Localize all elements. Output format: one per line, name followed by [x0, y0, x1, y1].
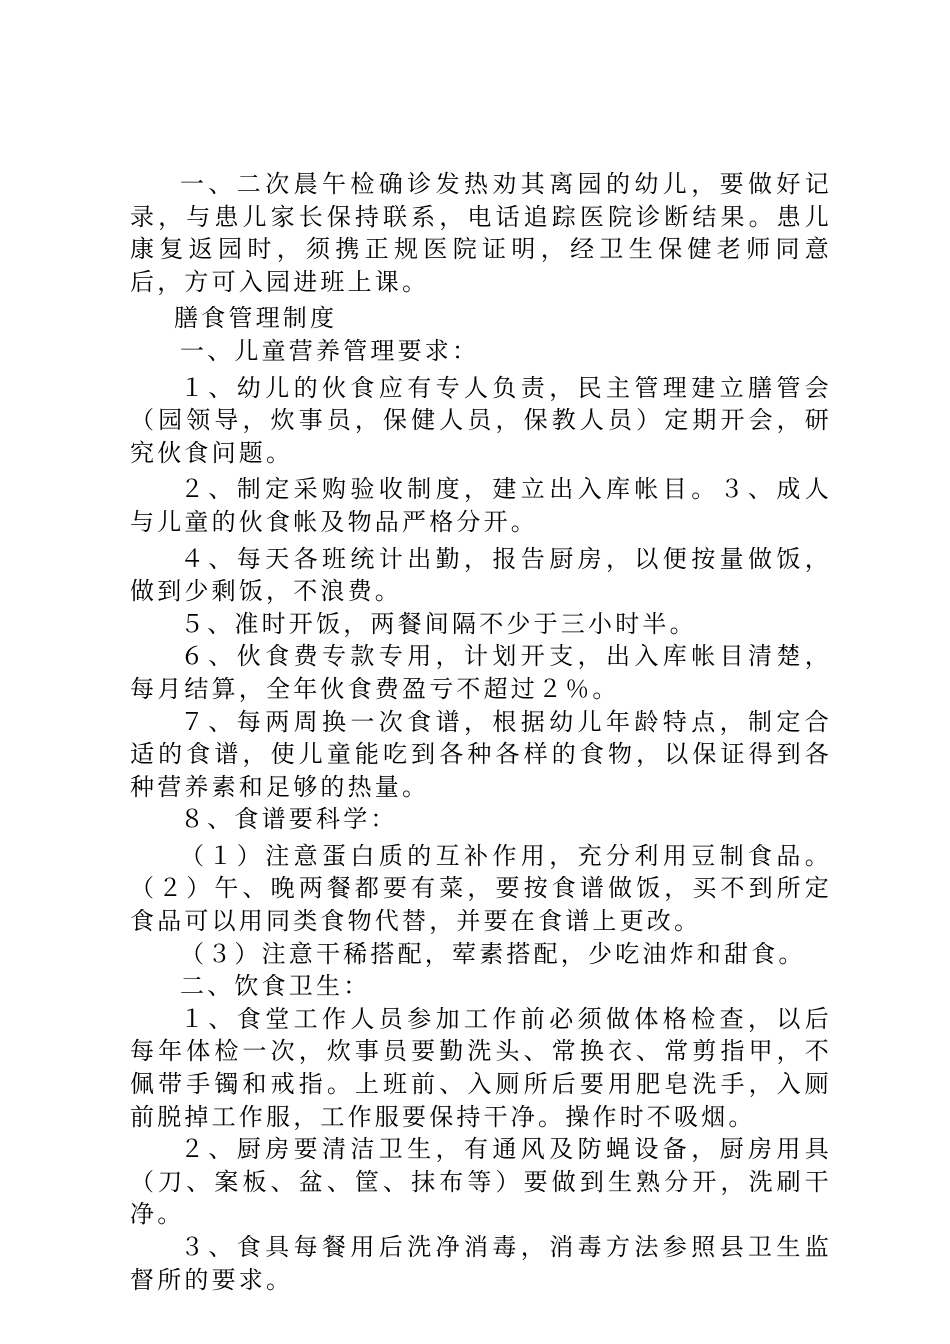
- paragraph-item-6: ６、伙食费专款专用，计划开支，出入库帐目清楚，每月结算，全年伙食费盈亏不超过２％。: [130, 642, 832, 703]
- paragraph-item-2-3: ２、制定采购验收制度，建立出入库帐目。３、成人与儿童的伙食帐及物品严格分开。: [130, 475, 832, 536]
- heading-nutrition-requirements: 一、儿童营养管理要求：: [180, 336, 480, 365]
- paragraph-hygiene-2: ２、厨房要清洁卫生，有通风及防蝇设备，厨房用具（刀、案板、盆、筐、抹布等）要做到生熟分开，洗刷干净。: [130, 1135, 832, 1229]
- paragraph-hygiene-1: １、食堂工作人员参加工作前必须做体格检查，以后每年体检一次，炊事员要勤洗头、常换衣、常剪指甲，不佩带手镯和戒指。上班前、入厕所后要用肥皂洗手，入厕前脱掉工作服，工作服要保持干净。操作时不吸烟。: [130, 1004, 832, 1131]
- paragraph-illness-return: 一、二次晨午检确诊发热劝其离园的幼儿，要做好记录，与患儿家长保持联系，电话追踪医院诊断结果。患儿康复返园时，须携正规医院证明，经卫生保健老师同意后，方可入园进班上课。: [130, 170, 832, 296]
- paragraph-sub-3: （３）注意干稀搭配，荤素搭配，少吃油炸和甜食。: [180, 939, 806, 968]
- section-title-meal-management: 膳食管理制度: [174, 304, 338, 333]
- paragraph-item-4: ４、每天各班统计出勤，报告厨房，以便按量做饭，做到少剩饭，不浪费。: [130, 544, 832, 606]
- paragraph-sub-1-2: （１）注意蛋白质的互补作用，充分利用豆制食品。（２）午、晚两餐都要有菜，要按食谱做饭，买不到所定食品可以用同类食物代替，并要在食谱上更改。: [130, 841, 832, 936]
- paragraph-item-8: ８、食谱要科学：: [180, 805, 398, 834]
- paragraph-hygiene-3: ３、食具每餐用后洗净消毒，消毒方法参照县卫生监督所的要求。: [130, 1233, 832, 1294]
- paragraph-item-5: ５、准时开饭，两餐间隔不少于三小时半。: [180, 609, 697, 638]
- heading-food-hygiene: 二、饮食卫生：: [180, 972, 371, 1001]
- paragraph-item-7: ７、每两周换一次食谱，根据幼儿年龄特点，制定合适的食谱，使儿童能吃到各种各样的食物，以保证得到各种营养素和足够的热量。: [130, 707, 832, 801]
- document-body: [130, 168, 832, 1296]
- paragraph-item-1: １、幼儿的伙食应有专人负责，民主管理建立膳管会（园领导，炊事员，保健人员，保教人员）定期开会，研究伙食问题。: [130, 373, 832, 467]
